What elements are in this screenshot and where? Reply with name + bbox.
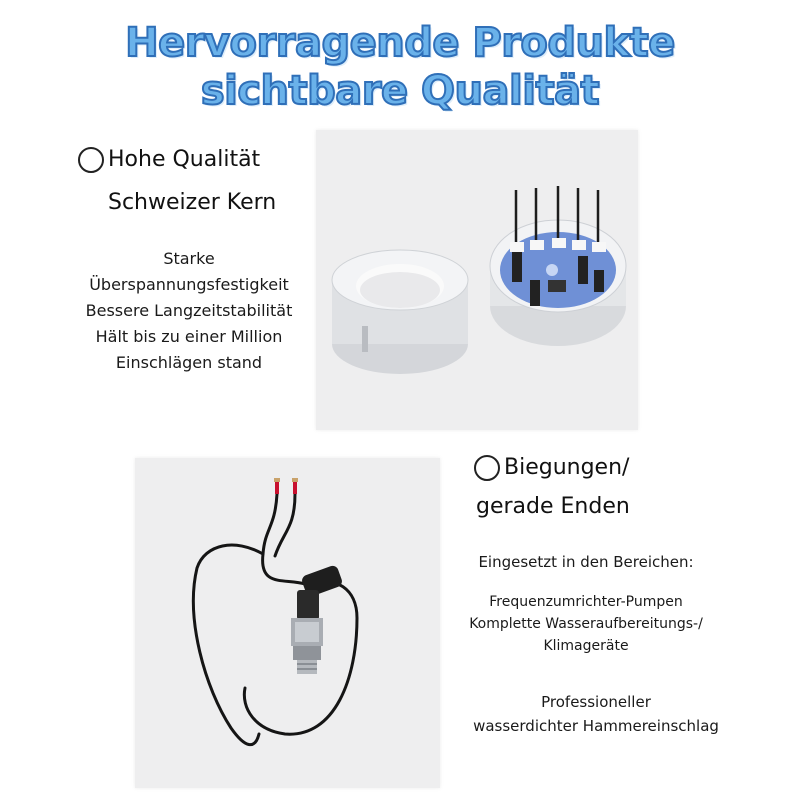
section1-line: Einschlägen stand xyxy=(115,353,263,372)
section2-subheading: gerade Enden xyxy=(476,494,630,519)
section2-area-line: Frequenzumrichter-Pumpen xyxy=(489,594,683,610)
section2-areas xyxy=(450,591,722,657)
section1-heading: Hohe Qualität xyxy=(108,147,261,172)
section2-intro: Eingesetzt in den Bereichen: xyxy=(478,553,694,571)
headline-line-2: sichtbare Qualität xyxy=(200,68,600,114)
section2-heading-row xyxy=(474,453,629,483)
section1-heading-row xyxy=(78,145,260,175)
section2-closing xyxy=(450,690,742,738)
section1-line: Überspannungsfestigkeit xyxy=(89,275,289,294)
section1-line: Hält bis zu einer Million xyxy=(95,327,283,346)
section1-description xyxy=(58,246,320,376)
circle-outline-icon xyxy=(474,455,500,481)
section2-heading: Biegungen/ xyxy=(504,455,630,480)
section1-subheading: Schweizer Kern xyxy=(108,190,277,215)
section2-closing-line: Professioneller xyxy=(541,693,651,711)
section1-line: Bessere Langzeitstabilität xyxy=(85,301,293,320)
sensor-core-image xyxy=(490,186,626,346)
transmitter-body-image xyxy=(291,564,344,674)
section2-closing-line: wasserdichter Hammereinschlag xyxy=(473,717,719,735)
sensor-cap-image xyxy=(332,250,468,374)
section1-line: Starke xyxy=(163,249,215,268)
circle-outline-icon xyxy=(78,147,104,173)
section2-area-line: Klimageräte xyxy=(543,638,629,654)
cable-image xyxy=(193,494,357,745)
sensor-core-photo xyxy=(316,130,638,430)
pressure-transmitter-photo xyxy=(135,458,440,788)
headline-line-1: Hervorragende Produkte xyxy=(125,20,675,66)
section2-area-line: Komplette Wasseraufbereitungs-/ xyxy=(469,616,703,632)
wire-tips-image xyxy=(274,478,298,494)
